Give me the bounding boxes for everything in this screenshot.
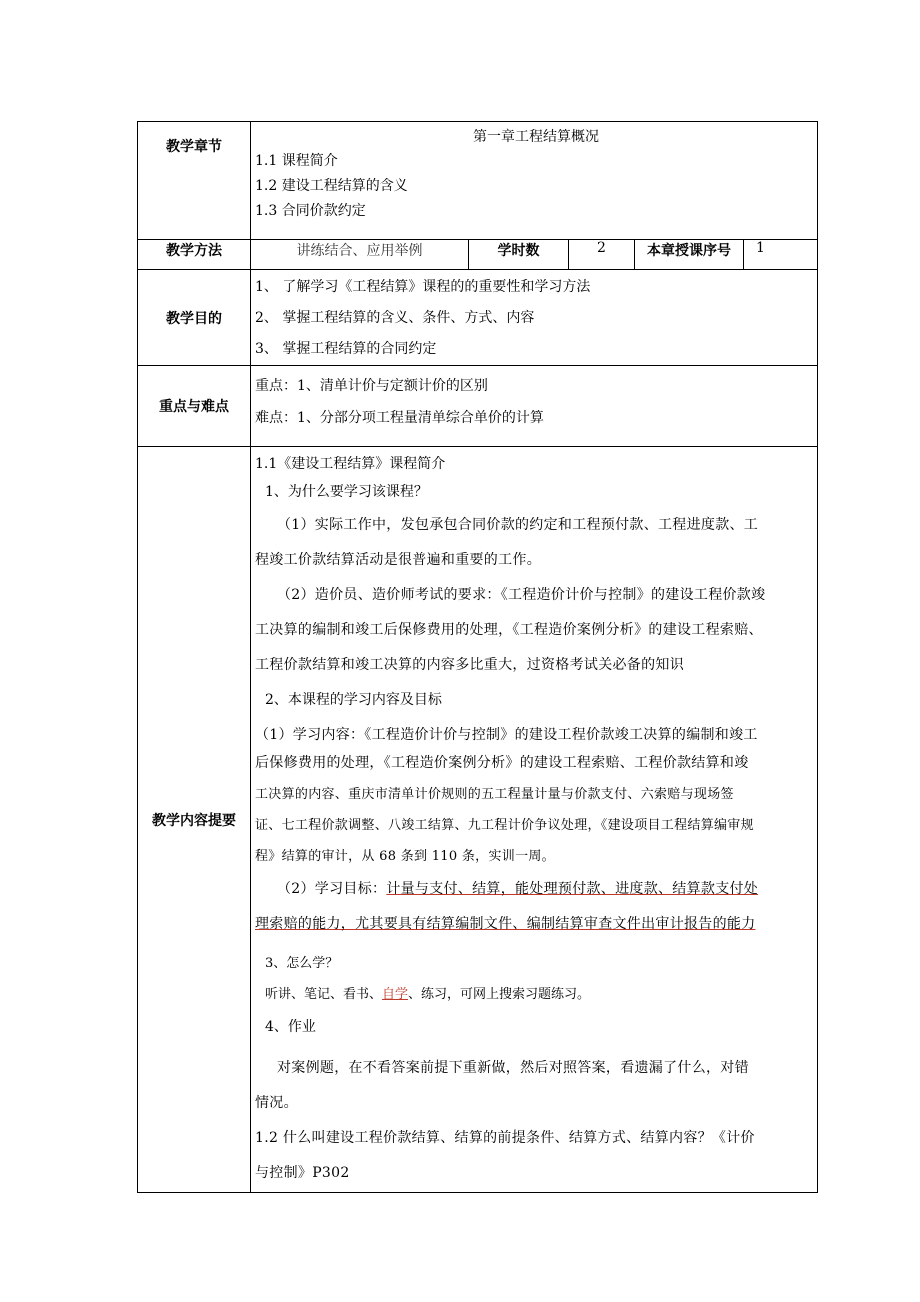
paragraph-line xyxy=(255,979,813,1010)
method-label: 教学方法 xyxy=(138,240,251,270)
goals-cell xyxy=(251,270,818,366)
sequence-value: 1 xyxy=(744,240,818,270)
method-value: 讲练结合、应用举例 xyxy=(251,240,469,270)
paragraph-line xyxy=(255,872,813,907)
question-heading: 2、本课程的学习内容及目标 xyxy=(265,692,442,708)
key-point-item: 难点：1、分部分项工程量清单综合单价的计算 xyxy=(255,410,544,426)
chapter-label: 教学章节 xyxy=(138,122,251,240)
goals-row xyxy=(138,270,818,366)
paragraph-line: 证、七工程价款调整、八竣工结算、九工程计价争议处理，《建设项目工程结算编审规 xyxy=(255,818,754,833)
paragraph-line: 程竣工价款结算活动是很普遍和重要的工作。 xyxy=(255,552,541,568)
chapter-item: 1.1 课程简介 xyxy=(255,153,338,169)
chapter-title: 第一章工程结算概况 xyxy=(473,129,600,145)
chapter-row xyxy=(138,122,818,240)
method-row xyxy=(138,240,818,270)
chapter-item: 1.3 合同价款约定 xyxy=(255,203,366,219)
study-methods-text: 、练习，可网上搜索习题练习。 xyxy=(408,987,591,1002)
hours-value: 2 xyxy=(569,240,635,270)
key-points-label: 重点与难点 xyxy=(138,366,251,447)
sequence-label: 本章授课序号 xyxy=(635,240,744,270)
paragraph-line: 后保修费用的处理，《工程造价案例分析》的建设工程索赔、工程价款结算和竣 xyxy=(255,755,749,771)
key-points-cell xyxy=(251,366,818,447)
question-heading: 3、怎么学？ xyxy=(265,956,339,971)
underlined-text: 理索赔的能力，尤其要具有结算编制文件、编制结算审查文件出审计报告的能力 xyxy=(255,916,756,932)
lesson-plan-table xyxy=(137,121,818,1193)
section-title: 1.1《建设工程结算》课程简介 xyxy=(255,456,446,472)
paragraph-line: 对案例题，在不看答案前提下重新做，然后对照答案，看遗漏了什么，对错 xyxy=(277,1060,749,1076)
chapter-cell xyxy=(251,122,818,240)
content-row xyxy=(138,447,818,1193)
highlighted-text: 自学 xyxy=(382,987,409,1002)
goal-item: 2、 掌握工程结算的含义、条件、方式、内容 xyxy=(255,310,535,326)
paragraph-line: 情况。 xyxy=(255,1095,298,1111)
goal-item: 1、 了解学习《工程结算》课程的的重要性和学习方法 xyxy=(255,279,591,295)
section-title: 与控制》P302 xyxy=(255,1165,350,1181)
paragraph-line: 程》结算的审计，从 68 条到 110 条，实训一周。 xyxy=(255,849,555,864)
chapter-item: 1.2 建设工程结算的含义 xyxy=(255,178,408,194)
paragraph-line: 工决算的编制和竣工后保修费用的处理，《工程造价案例分析》的建设工程索赔、 xyxy=(255,622,763,638)
paragraph-line: （1）实际工作中，发包承包合同价款的约定和工程预付款、工程进度款、工 xyxy=(277,517,759,533)
paragraph-line xyxy=(255,907,813,942)
hours-label: 学时数 xyxy=(469,240,569,270)
key-point-item: 重点：1、清单计价与定额计价的区别 xyxy=(255,378,488,394)
paragraph-line: （1）学习内容：《工程造价计价与控制》的建设工程价款竣工决算的编制和竣工 xyxy=(255,727,758,743)
study-methods-text: 听讲、笔记、看书、 xyxy=(265,987,383,1002)
question-heading: 4、作业 xyxy=(265,1019,316,1035)
content-cell xyxy=(251,447,818,1193)
question-heading: 1、为什么要学习该课程？ xyxy=(265,484,428,500)
section-title: 1.2 什么叫建设工程价款结算、结算的前提条件、结算方式、结算内容？《计价 xyxy=(255,1130,755,1146)
goal-prefix: （2）学习目标： xyxy=(277,881,387,897)
key-points-row xyxy=(138,366,818,447)
paragraph-line: （2）造价员、造价师考试的要求：《工程造价计价与控制》的建设工程价款竣 xyxy=(277,587,766,603)
goal-item: 3、 掌握工程结算的合同约定 xyxy=(255,341,437,357)
content-label: 教学内容提要 xyxy=(138,447,251,1193)
paragraph-line: 工决算的内容、重庆市清单计价规则的五工程量计量与价款支付、六索赔与现场签 xyxy=(255,787,734,802)
goals-label: 教学目的 xyxy=(138,270,251,366)
paragraph-line: 工程价款结算和竣工决算的内容多比重大，过资格考试关必备的知识 xyxy=(255,657,684,673)
underlined-text: 计量与支付、结算，能处理预付款、进度款、结算款支付处 xyxy=(386,881,759,897)
